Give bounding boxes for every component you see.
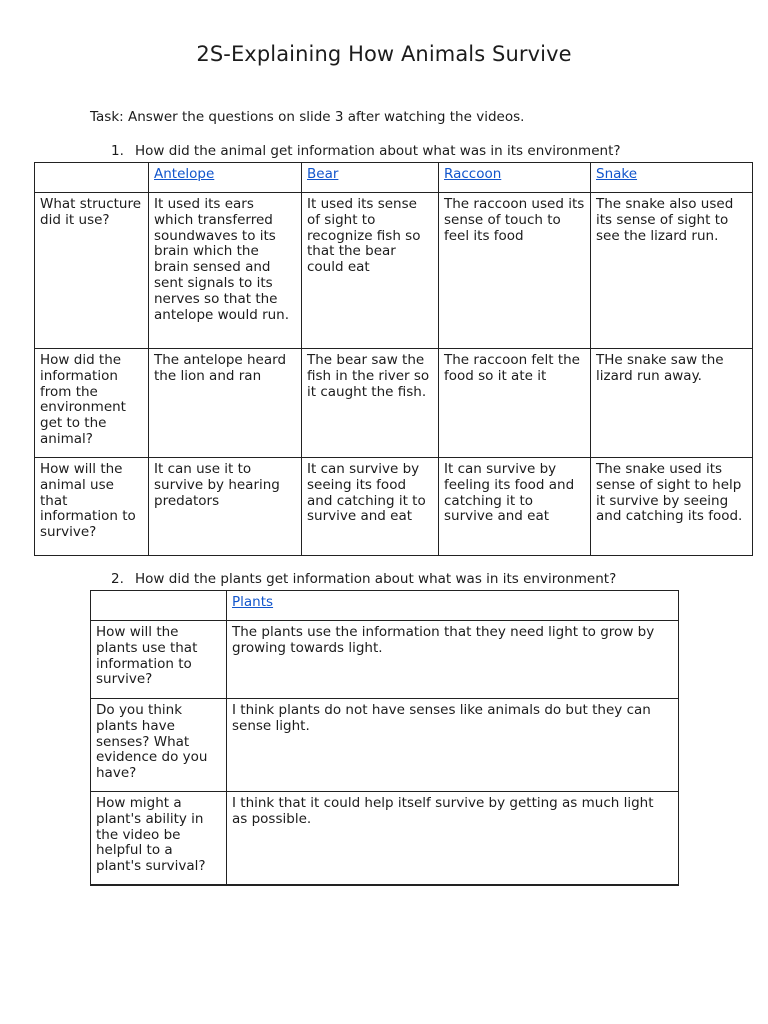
raccoon-structure-answer: The raccoon used its sense of touch to feel its food: [439, 193, 591, 349]
antelope-video-link[interactable]: Antelope: [154, 166, 215, 182]
header-plants: [227, 591, 679, 621]
antelope-survive-answer: It can use it to survive by hearing predators: [149, 458, 302, 556]
question-2-number: 2.: [111, 571, 124, 587]
page-title: 2S-Explaining How Animals Survive: [196, 42, 572, 66]
plants-survive-answer: The plants use the information that they need light to grow by growing towards light.: [227, 621, 679, 699]
plants-ability-answer: I think that it could help itself survive by getting as much light as possible.: [227, 792, 679, 885]
row-label-structure: What structure did it use?: [35, 193, 149, 349]
raccoon-survive-answer: It can survive by feeling its food and catching it to survive and eat: [439, 458, 591, 556]
header-empty-cell: [35, 163, 149, 193]
question-1: [111, 143, 621, 159]
antelope-information-answer: The antelope heard the lion and ran: [149, 349, 302, 458]
snake-structure-answer: The snake also used its sense of sight to see the lizard run.: [591, 193, 753, 349]
header-empty-cell: [91, 591, 227, 621]
question-1-text: How did the animal get information about what was in its environment?: [135, 143, 621, 159]
question-1-number: 1.: [111, 143, 124, 159]
row-label-plants-ability: How might a plant's ability in the video be helpful to a plant's survival?: [91, 792, 227, 885]
row-label-survive: How will the animal use that information to survive?: [35, 458, 149, 556]
table-row: [91, 792, 679, 885]
bear-structure-answer: It used its sense of sight to recognize fish so that the bear could eat: [302, 193, 439, 349]
raccoon-video-link[interactable]: Raccoon: [444, 166, 502, 182]
animal-table-header-row: [35, 163, 753, 193]
table-row: [35, 193, 753, 349]
question-2: [111, 571, 616, 587]
bear-information-answer: The bear saw the fish in the river so it caught the fish.: [302, 349, 439, 458]
header-bear: [302, 163, 439, 193]
header-antelope: [149, 163, 302, 193]
header-snake: [591, 163, 753, 193]
table-row: [91, 621, 679, 699]
task-instructions: Task: Answer the questions on slide 3 after watching the videos.: [90, 109, 525, 125]
plants-senses-answer: I think plants do not have senses like animals do but they can sense light.: [227, 699, 679, 792]
row-label-plants-senses: Do you think plants have senses? What evidence do you have?: [91, 699, 227, 792]
raccoon-information-answer: The raccoon felt the food so it ate it: [439, 349, 591, 458]
antelope-structure-answer: It used its ears which transferred soundwaves to its brain which the brain sensed and sent signals to its nerves so that the antelope would run.: [149, 193, 302, 349]
row-label-information: How did the information from the environment get to the animal?: [35, 349, 149, 458]
header-raccoon: [439, 163, 591, 193]
animal-table: [34, 162, 753, 556]
bear-video-link[interactable]: Bear: [307, 166, 339, 182]
row-label-plants-survive: How will the plants use that information to survive?: [91, 621, 227, 699]
table-row: [91, 699, 679, 792]
bear-survive-answer: It can survive by seeing its food and catching it to survive and eat: [302, 458, 439, 556]
plants-video-link[interactable]: Plants: [232, 594, 274, 610]
plant-table-header-row: [91, 591, 679, 621]
snake-information-answer: THe snake saw the lizard run away.: [591, 349, 753, 458]
table-row: [35, 349, 753, 458]
snake-survive-answer: The snake used its sense of sight to help it survive by seeing and catching its food.: [591, 458, 753, 556]
snake-video-link[interactable]: Snake: [596, 166, 638, 182]
question-2-text: How did the plants get information about what was in its environment?: [135, 571, 617, 587]
table-row: [35, 458, 753, 556]
plant-table: [90, 590, 679, 886]
